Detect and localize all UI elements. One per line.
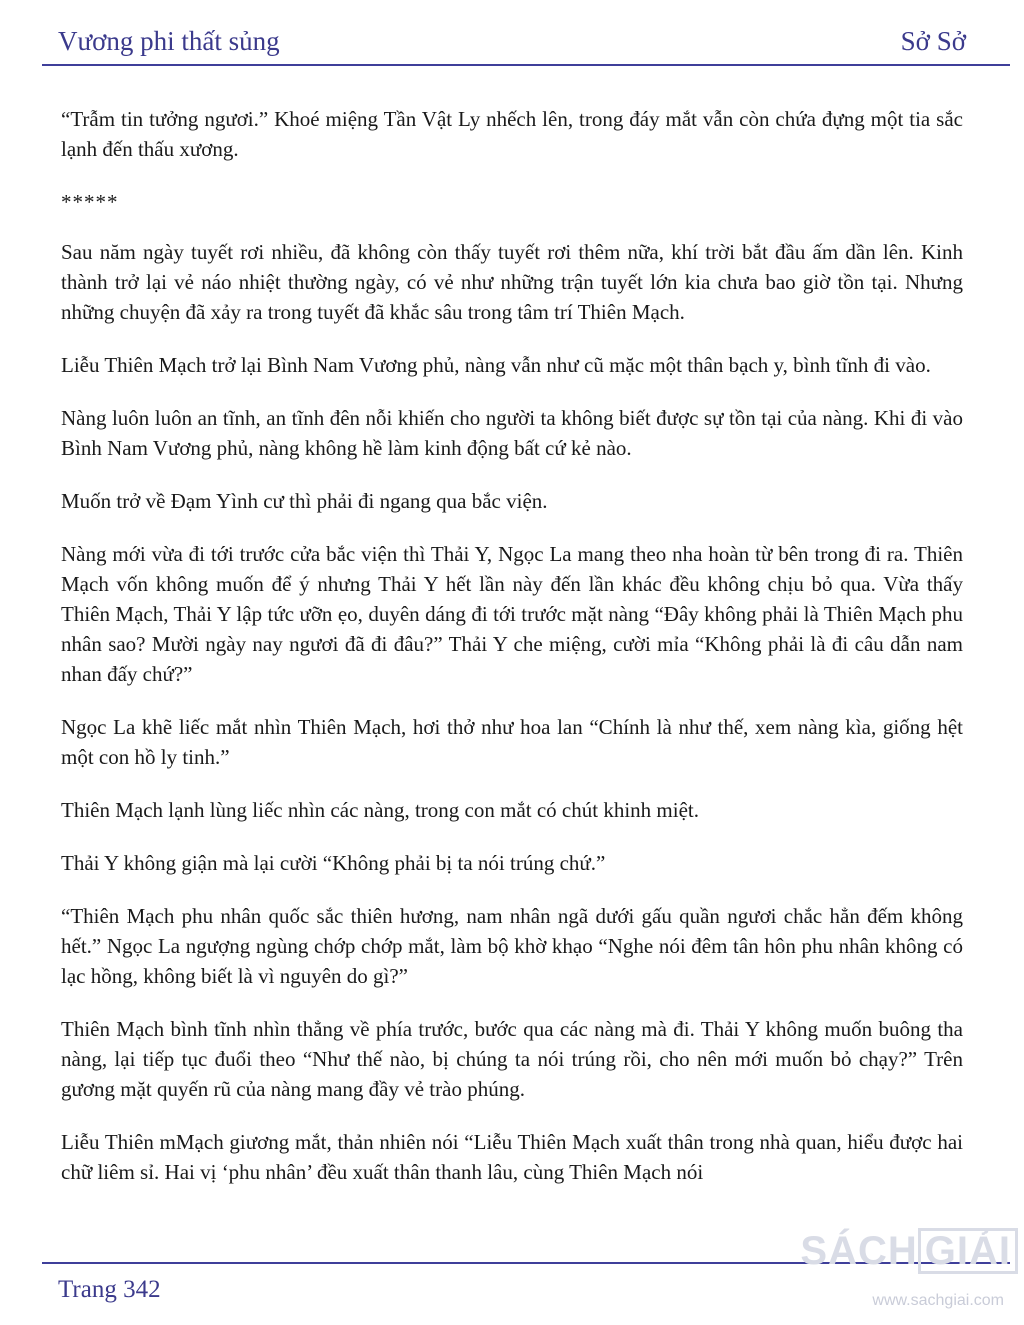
paragraph: Thiên Mạch lạnh lùng liếc nhìn các nàng, trong con mắt có chút khinh miệt. xyxy=(61,798,699,822)
page-number: Trang 342 xyxy=(58,1276,161,1303)
paragraph: “Thiên Mạch phu nhân quốc sắc thiên hương, nam nhân ngã dưới gấu quần ngươi chắc hẳn đếm không hết.” Ngọc La ngượng ngùng chớp chớp mắt, làm bộ khờ khạo “Nghe nói đêm tân hôn phu nhân không có lạc hồng, không biết là vì nguyên do gì?” xyxy=(61,904,963,988)
paragraph: Sau năm ngày tuyết rơi nhiều, đã không còn thấy tuyết rơi thêm nữa, khí trời bắt đầu ấm dần lên. Kinh thành trở lại vẻ náo nhiệt thường ngày, có vẻ như những trận tuyết lớn kia chưa bao giờ tồn tại. Nhưng những chuyện đã xảy ra trong tuyết đã khắc sâu trong tâm trí Thiên Mạch. xyxy=(61,240,963,324)
paragraph: Ngọc La khẽ liếc mắt nhìn Thiên Mạch, hơi thở như hoa lan “Chính là như thế, xem nàng kìa, giống hệt một con hồ ly tinh.” xyxy=(61,715,963,769)
paragraph: Thải Y không giận mà lại cười “Không phải bị ta nói trúng chứ.” xyxy=(61,851,606,875)
watermark-logo xyxy=(800,1228,1018,1274)
page-body xyxy=(61,104,963,1210)
watermark-logo-left: SÁCH xyxy=(800,1229,918,1273)
watermark-logo-right: GIẢI xyxy=(918,1228,1018,1274)
watermark xyxy=(800,1228,1018,1323)
book-title: Vương phi thất sủng xyxy=(58,26,280,56)
watermark-url: www.sachgiai.com xyxy=(872,1292,1004,1309)
paragraph: Nàng mới vừa đi tới trước cửa bắc viện thì Thải Y, Ngọc La mang theo nha hoàn từ bên trong đi ra. Thiên Mạch vốn không muốn để ý nhưng Thải Y hết lần này đến lần khác đều không chịu bỏ qua. Vừa thấy Thiên Mạch, Thải Y lập tức ưỡn ẹo, duyên dáng đi tới trước mặt nàng “Đây không phải là Thiên Mạch phu nhân sao? Mười ngày nay ngươi đã đi đâu?” Thải Y che miệng, cười mỉa “Không phải là đi câu dẫn nam nhan đấy chứ?” xyxy=(61,542,963,686)
paragraph: Nàng luôn luôn an tĩnh, an tĩnh đên nỗi khiến cho người ta không biết được sự tồn tại của nàng. Khi đi vào Bình Nam Vương phủ, nàng không hề làm kinh động bất cứ kẻ nào. xyxy=(61,406,963,460)
page-header xyxy=(58,22,966,62)
paragraph: Thiên Mạch bình tĩnh nhìn thẳng về phía trước, bước qua các nàng mà đi. Thải Y không muốn buông tha nàng, lại tiếp tục đuổi theo “Như thế nào, bị chúng ta nói trúng rồi, cho nên mới muốn bỏ chạy?” Trên gương mặt quyến rũ của nàng mang đầy vẻ trào phúng. xyxy=(61,1017,963,1101)
section-break: ***** xyxy=(61,190,119,214)
paragraph: Liễu Thiên mMạch giương mắt, thản nhiên nói “Liễu Thiên Mạch xuất thân trong nhà quan, hiểu được hai chữ liêm sỉ. Hai vị ‘phu nhân’ đều xuất thân thanh lâu, cùng Thiên Mạch nói xyxy=(61,1130,963,1184)
paragraph: Muốn trở về Đạm Yình cư thì phải đi ngang qua bắc viện. xyxy=(61,489,548,513)
paragraph: “Trẫm tin tưởng ngươi.” Khoé miệng Tần Vật Ly nhếch lên, trong đáy mắt vẫn còn chứa đựng một tia sắc lạnh đến thấu xương. xyxy=(61,107,963,161)
book-author: Sở Sở xyxy=(900,26,966,56)
paragraph: Liễu Thiên Mạch trở lại Bình Nam Vương phủ, nàng vẫn như cũ mặc một thân bạch y, bình tĩnh đi vào. xyxy=(61,353,931,377)
header-divider xyxy=(42,64,1010,66)
